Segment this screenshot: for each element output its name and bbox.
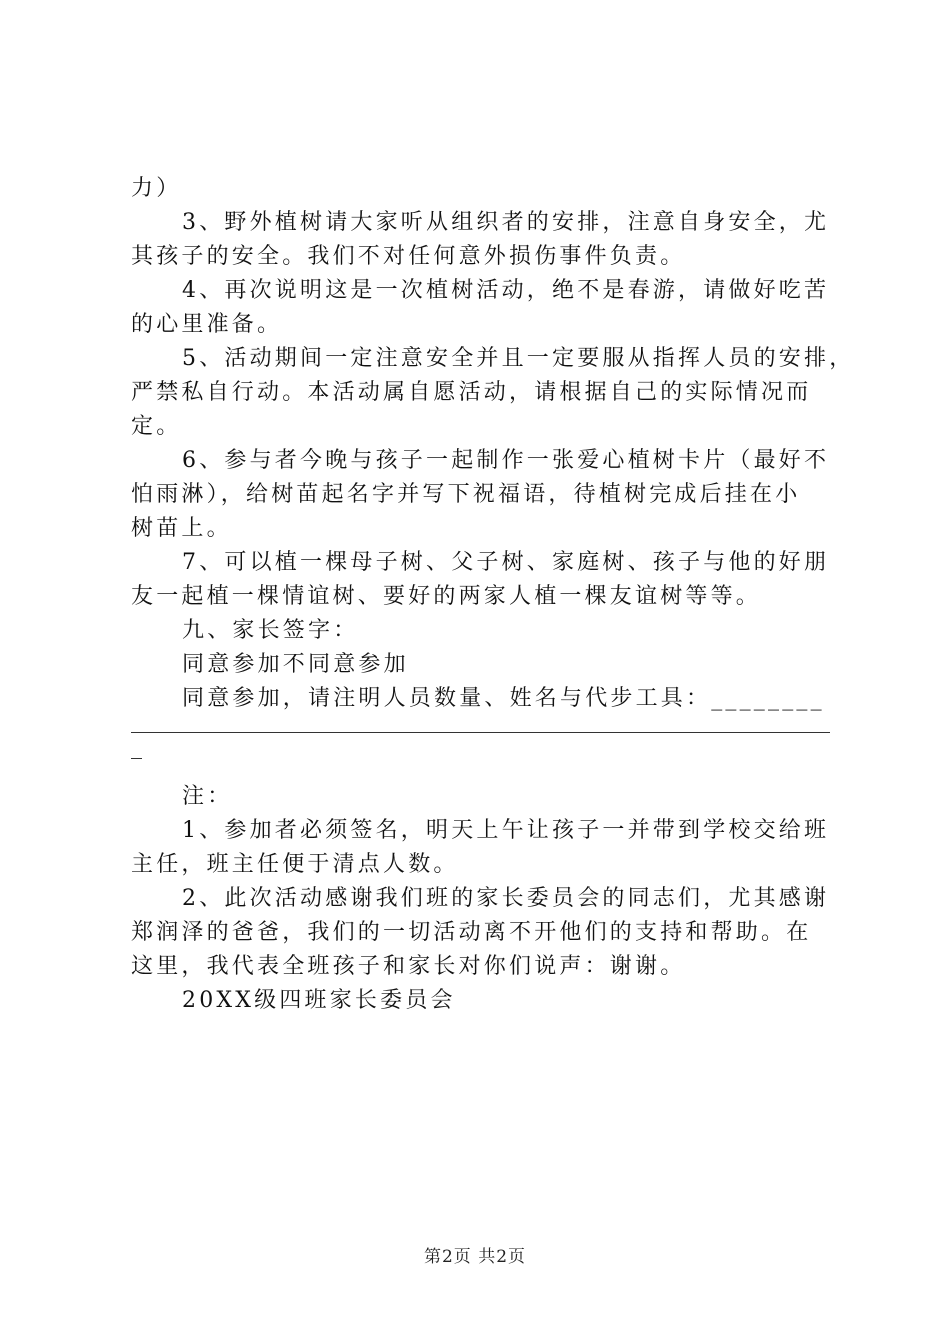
text-line: 其孩子的安全。我们不对任何意外损伤事件负责。 — [131, 244, 686, 269]
text-line: 6、参与者今晚与孩子一起制作一张爱心植树卡片（最好不 — [182, 448, 830, 473]
text-line: 友一起植一棵情谊树、要好的两家人植一棵友谊树等等。 — [131, 584, 762, 609]
signature-line: 20XX级四班家长委员会 — [182, 988, 456, 1013]
text-line: 的心里准备。 — [131, 312, 283, 337]
text-line: 定。 — [131, 414, 182, 439]
underline-stub — [131, 758, 142, 759]
notes-heading: 注： — [182, 784, 233, 809]
text-line: 主任，班主任便于清点人数。 — [131, 852, 459, 877]
text-line: 7、可以植一棵母子树、父子树、家庭树、孩子与他的好朋 — [182, 550, 830, 575]
text-line: 2、此次活动感谢我们班的家长委员会的同志们，尤其感谢 — [182, 886, 830, 911]
blank-fill-rule-end — [131, 750, 831, 780]
text-line: 郑润泽的爸爸，我们的一切活动离不开他们的支持和帮助。在 — [131, 920, 812, 945]
text-line: 树苗上。 — [131, 516, 232, 541]
text-line: 4、再次说明这是一次植树活动，绝不是春游，请做好吃苦 — [182, 278, 830, 303]
page-footer: 第2页 共2页 — [423, 1247, 527, 1267]
underline-rule — [131, 732, 830, 733]
text-line: 5、活动期间一定注意安全并且一定要服从指挥人员的安排， — [182, 346, 855, 371]
section-heading: 九、家长签字： — [182, 618, 359, 643]
text-line: 1、参加者必须签名，明天上午让孩子一并带到学校交给班 — [182, 818, 830, 843]
text-line: 严禁私自行动。本活动属自愿活动，请根据自己的实际情况而 — [131, 380, 812, 405]
text-line: 怕雨淋），给树苗起名字并写下祝福语，待植树完成后挂在小 — [131, 482, 801, 507]
text-line: 这里，我代表全班孩子和家长对你们说声：谢谢。 — [131, 954, 686, 979]
document-body — [131, 172, 855, 1018]
text-line: 力） — [131, 176, 182, 201]
blank-fill-rule — [131, 716, 831, 750]
signup-fill-line: 同意参加，请注明人员数量、姓名与代步工具：________ — [182, 686, 825, 711]
consent-options: 同意参加不同意参加 — [182, 652, 409, 677]
text-line: 3、野外植树请大家听从组织者的安排，注意自身安全，尤 — [182, 210, 830, 235]
